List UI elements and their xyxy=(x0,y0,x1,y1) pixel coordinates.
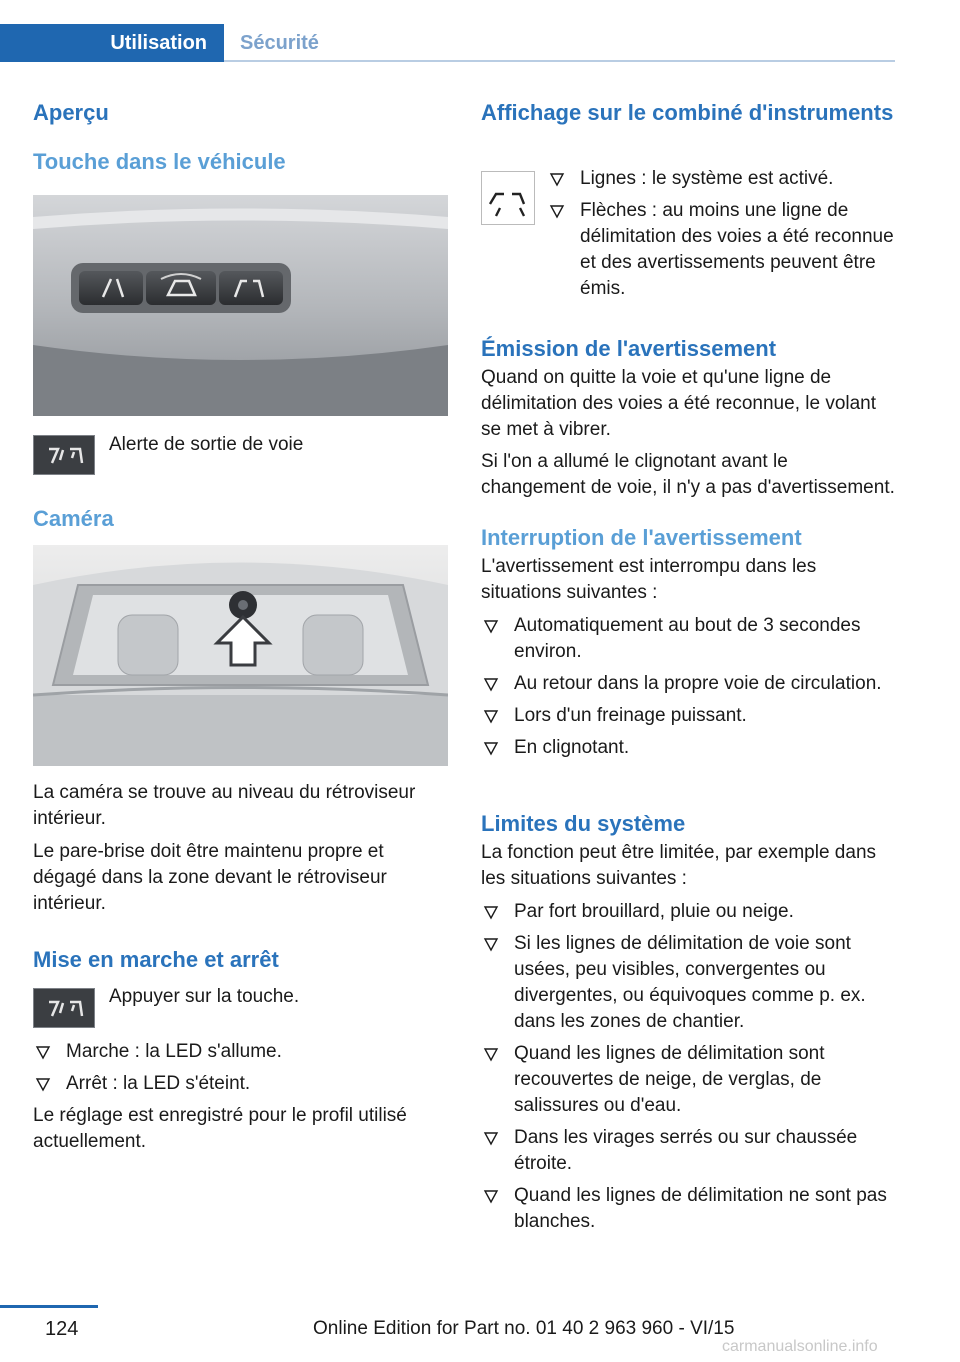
caption-lane-departure: Alerte de sortie de voie xyxy=(109,434,304,455)
para-camera-2: Le pare-brise doit être maintenu propre et dégagé dans la zone devant le rétroviseur intérieur. xyxy=(33,841,387,914)
instrument-lane-icon xyxy=(481,171,535,225)
button-panel-photo xyxy=(33,195,448,416)
right-column xyxy=(481,100,895,126)
para-camera-1: La caméra se trouve au niveau du rétroviseur intérieur. xyxy=(33,782,416,829)
list-item: Si les lignes de délimitation de voie sont usées, peu visibles, convergentes ou divergentes, ou équivoques comme p. ex. dans les zones de chantier. xyxy=(481,931,895,1035)
list-item: Flèches : au moins une ligne de délimitation des voies a été reconnue et des avertissements peuvent être émis. xyxy=(547,198,895,302)
heading-emission: Émission de l'avertissement xyxy=(481,336,777,361)
para-limites: La fonction peut être limitée, par exemple dans les situations suivantes : xyxy=(481,842,877,889)
list-item: Lors d'un freinage puissant. xyxy=(481,703,895,729)
list-marche xyxy=(33,1039,448,1097)
triangle-bullet-icon xyxy=(547,198,567,224)
heading-marche: Mise en marche et arrêt xyxy=(33,947,279,972)
triangle-bullet-icon xyxy=(33,1039,53,1065)
heading-camera: Caméra xyxy=(33,506,114,531)
section-emission xyxy=(481,336,895,501)
left-column xyxy=(33,100,448,175)
para-emission-1: Quand on quitte la voie et qu'une ligne de délimitation des voies a été reconnue, le volant se met à vibrer. xyxy=(481,367,877,440)
tab-securite[interactable]: Sécurité xyxy=(240,31,319,54)
list-item: Lignes : le système est activé. xyxy=(547,166,895,192)
heading-interruption: Interruption de l'avertissement xyxy=(481,525,802,550)
list-item: En clignotant. xyxy=(481,735,895,761)
triangle-bullet-icon xyxy=(481,613,501,639)
list-item: Quand les lignes de délimitation ne sont pas blanches. xyxy=(481,1183,895,1235)
heading-apercu: Aperçu xyxy=(33,100,109,125)
section-limites xyxy=(481,811,895,1235)
list-item: Arrêt : la LED s'éteint. xyxy=(33,1071,448,1097)
lane-departure-button-icon-2 xyxy=(33,988,95,1028)
list-affichage xyxy=(547,166,895,302)
press-button-text: Appuyer sur la touche. xyxy=(109,986,300,1007)
triangle-bullet-icon xyxy=(481,931,501,957)
edition-text: Online Edition for Part no. 01 40 2 963 960 - VI/15 xyxy=(313,1318,735,1339)
camera-image xyxy=(33,545,448,766)
triangle-bullet-icon xyxy=(481,1183,501,1209)
list-interruption xyxy=(481,613,895,761)
para-emission-2: Si l'on a allumé le clignotant avant le changement de voie, il n'y a pas d'avertissement. xyxy=(481,451,895,498)
list-item: Au retour dans la propre voie de circulation. xyxy=(481,671,895,697)
camera-text xyxy=(33,780,448,917)
triangle-bullet-icon xyxy=(547,166,567,192)
camera-photo xyxy=(33,545,448,766)
triangle-bullet-icon xyxy=(481,1041,501,1067)
button-panel-image xyxy=(33,195,448,416)
triangle-bullet-icon xyxy=(481,735,501,761)
triangle-bullet-icon xyxy=(481,703,501,729)
para-interruption: L'avertissement est interrompu dans les situations suivantes : xyxy=(481,556,817,603)
heading-affichage: Affichage sur le combiné d'instruments xyxy=(481,100,894,125)
footer-accent-line xyxy=(0,1305,98,1308)
list-item: Par fort brouillard, pluie ou neige. xyxy=(481,899,895,925)
page-number: 124 xyxy=(45,1318,79,1340)
heading-limites: Limites du système xyxy=(481,811,686,836)
chapter-tabs xyxy=(0,24,895,62)
triangle-bullet-icon xyxy=(33,1071,53,1097)
tab-utilisation[interactable]: Utilisation xyxy=(0,24,224,62)
triangle-bullet-icon xyxy=(481,899,501,925)
lane-departure-button-icon xyxy=(33,435,95,475)
list-item: Dans les virages serrés ou sur chaussée étroite. xyxy=(481,1125,895,1177)
triangle-bullet-icon xyxy=(481,1125,501,1151)
list-limites xyxy=(481,899,895,1235)
heading-touche: Touche dans le véhicule xyxy=(33,149,286,174)
list-item: Quand les lignes de délimitation sont recouvertes de neige, de verglas, de salissures ou d'eau. xyxy=(481,1041,895,1119)
section-interruption xyxy=(481,525,895,761)
triangle-bullet-icon xyxy=(481,671,501,697)
list-item: Automatiquement au bout de 3 secondes environ. xyxy=(481,613,895,665)
para-reglage: Le réglage est enregistré pour le profil utilisé actuellement. xyxy=(33,1105,407,1152)
watermark: carmanualsonline.info xyxy=(722,1338,878,1355)
list-item: Marche : la LED s'allume. xyxy=(33,1039,448,1065)
